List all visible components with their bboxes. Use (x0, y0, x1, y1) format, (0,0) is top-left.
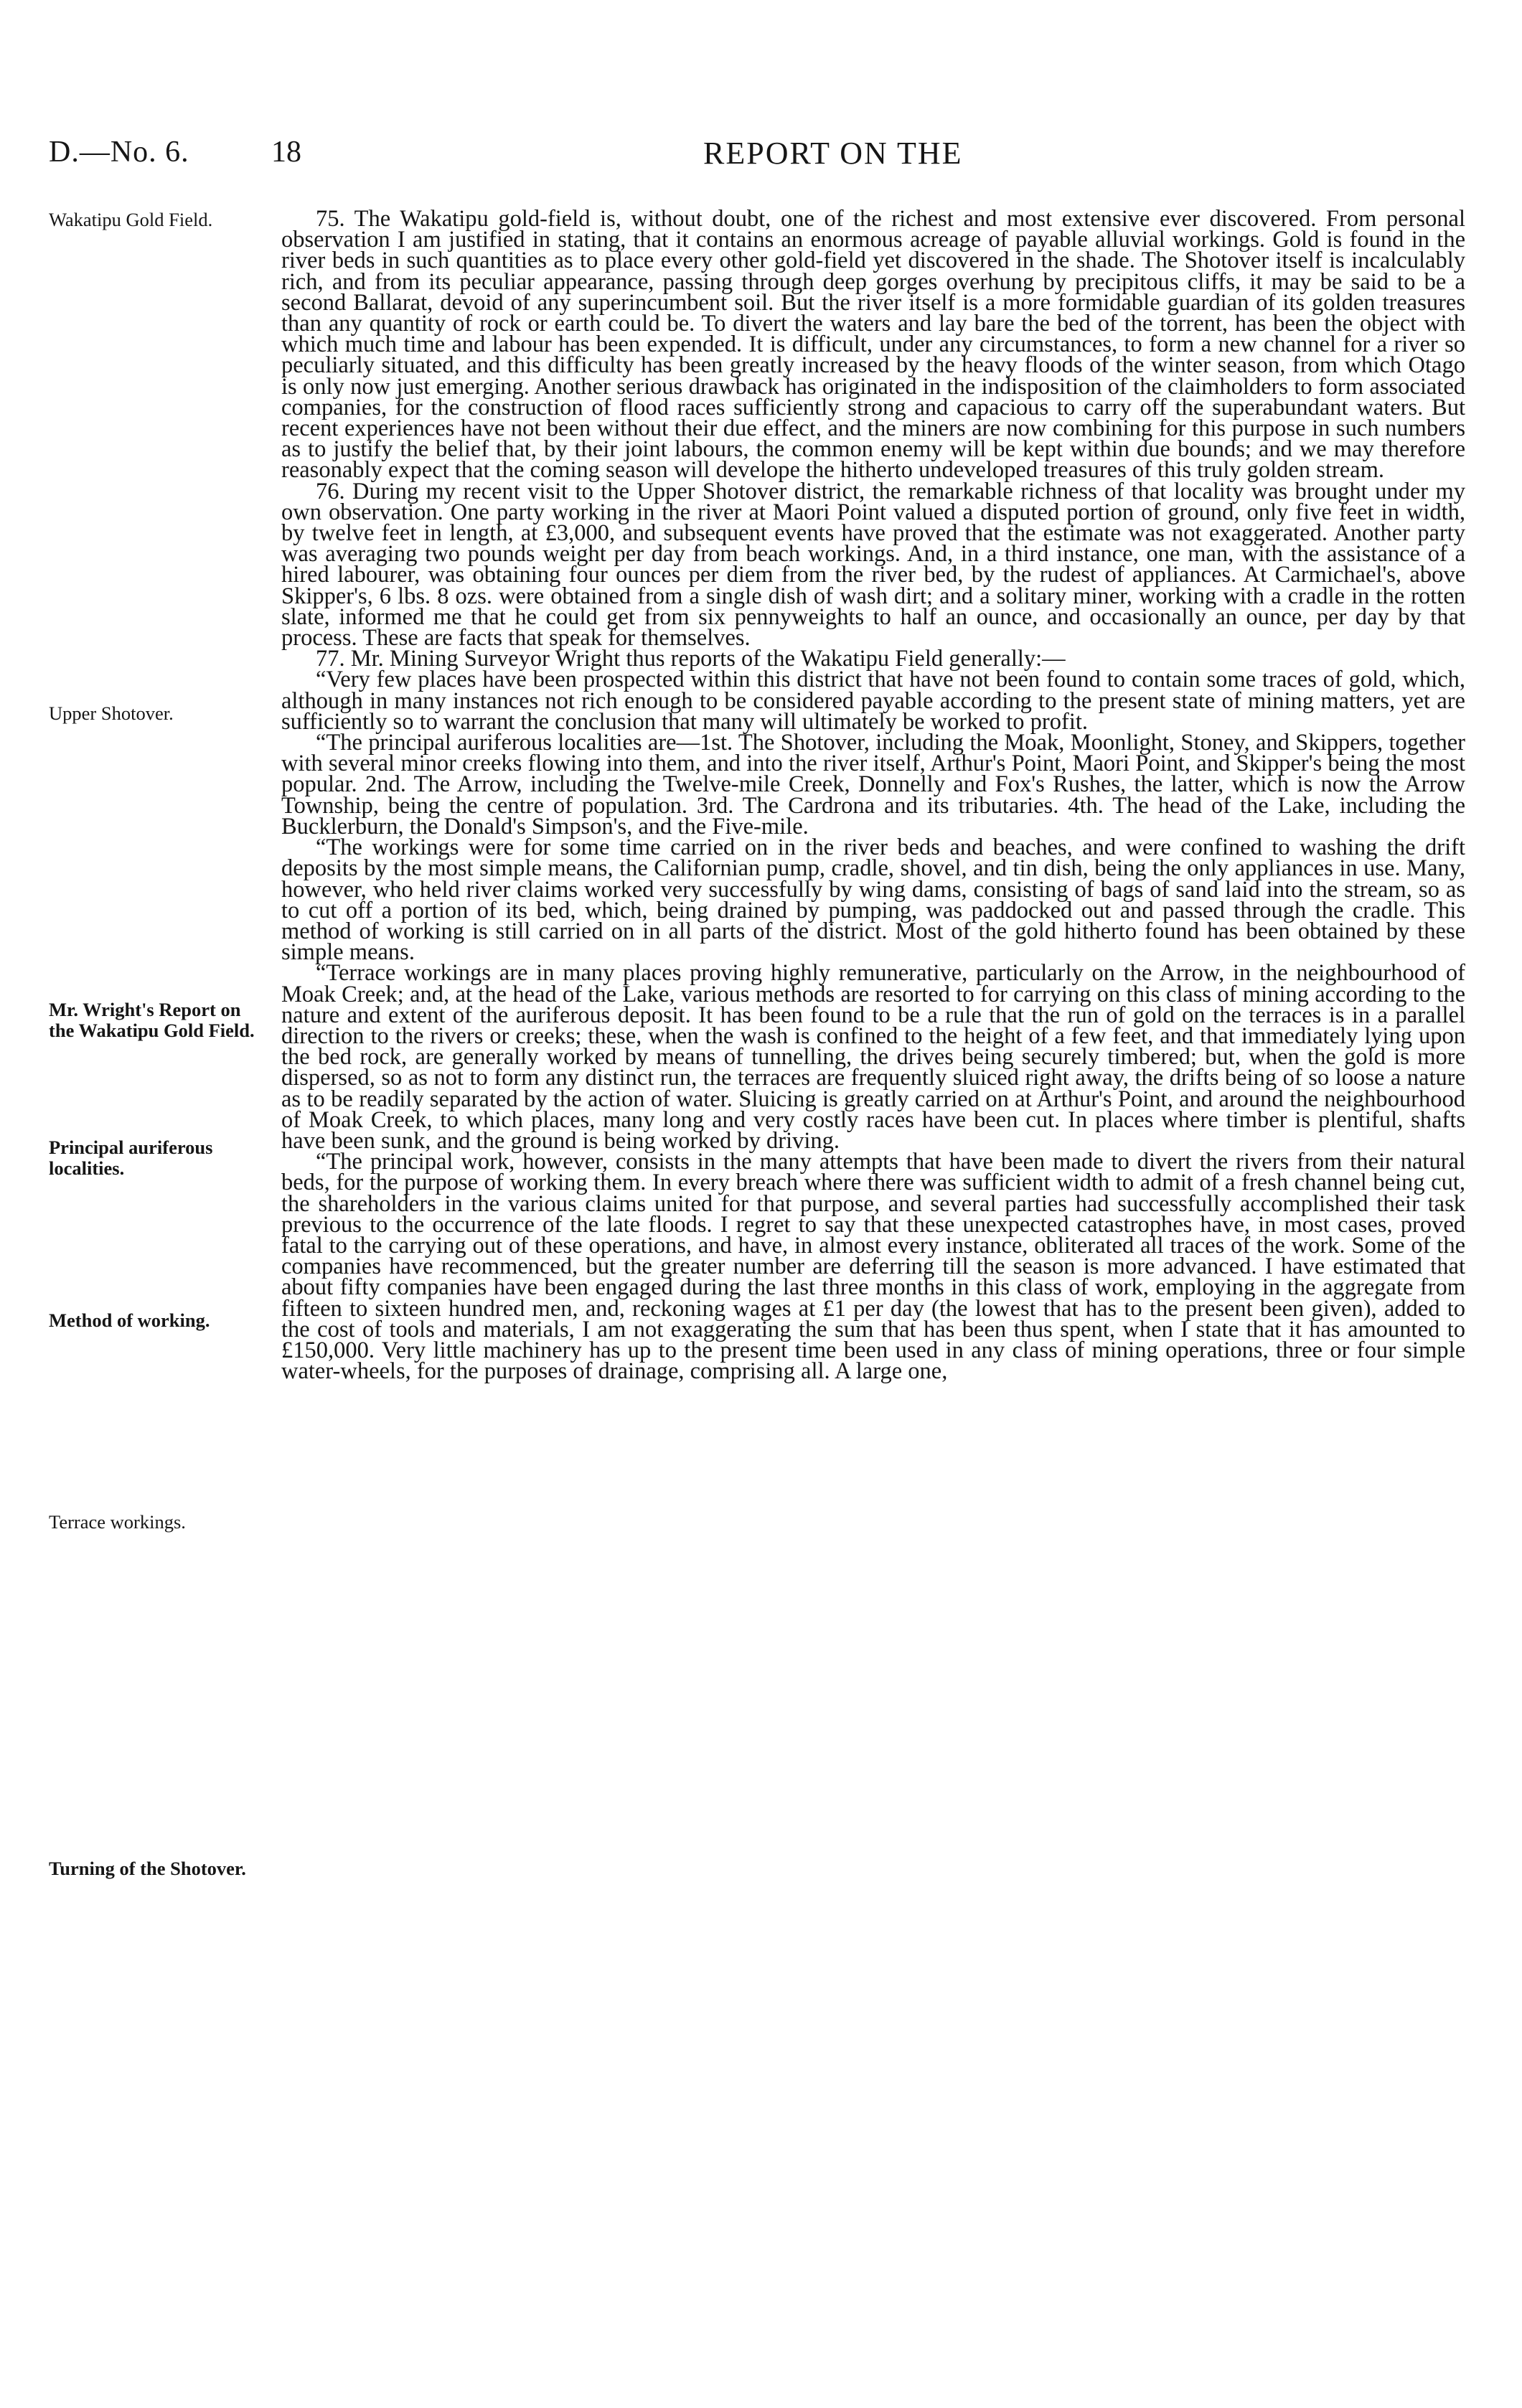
paragraph-quote-prospecting: “Very few places have been prospected within this district that have not been found to contain some traces of gold, which, although in many instances not rich enough to be considered payable according to the present state of mining matters, yet are sufficiently so to warrant the conclusion that many will ultimately be worked to profit. (281, 667, 1465, 735)
paragraph-75: 75. The Wakatipu gold-field is, without doubt, one of the richest and most extensive ever discovered. From personal observation I am justified in stating, that it contains an enormous acreage of payable alluvial workings. Gold is found in the river beds in such quantities as to place every other gold-field yet discovered in the shade. The Shotover itself is incalculably rich, and from its peculiar appearance, passing through deep gorges overhung by precipitous cliffs, it may be said to be a second Ballarat, devoid of any superincumbent soil. But the river itself is a more formidable guardian of its golden treasures than any quantity of rock or earth could be. To divert the waters and lay bare the bed of the torrent, has been the object with which much time and labour has been expended. It is difficult, under any circumstances, to form a new channel for a river so peculiarly situated, and this difficulty has been greatly increased by the heavy floods of the winter season, from which Otago is only now just emerging. Another serious drawback has originated in the indisposition of the claimholders to form associated companies, for the construction of flood races sufficiently strong and capacious to carry off the superabundant waters. But recent experiences have not been without their due effect, and the miners are now combining for this purpose in such numbers as to justify the belief that, by their joint labours, the common enemy will be kept within due bounds; and we may therefore reasonably expect that the coming season will develope the hitherto undeveloped treasures of this truly golden stream. (281, 206, 1465, 484)
page-number: 18 (271, 136, 301, 169)
paragraph-76: 76. During my recent visit to the Upper Shotover district, the remarkable richness of that locality was brought under my own observation. One party working in the river at Maori Point valued a disputed portion of ground, only five feet in width, by twelve feet in length, at £3,000, and subsequent events have proved that the estimate was not exaggerated. Another party was averaging two pounds weight per day from beach workings. And, in a third instance, one man, with the assistance of a hired labourer, was obtaining four ounces per diem from the river bed, by the rudest of appliances. At Carmichael's, above Skipper's, 6 lbs. 8 ozs. were obtained from a single dish of wash dirt; and a solitary miner, working with a cradle in the rotten slate, informed me that he could get from six pennyweights to half an ounce, and occasionally an ounce, per day by that process. These are facts that speak for themselves. (281, 478, 1465, 652)
paragraph-77: 77. Mr. Mining Surveyor Wright thus reports of the Wakatipu Field generally:— (316, 646, 1066, 672)
paragraph-quote-diversion: “The principal work, however, consists in the many attempts that have been made to divert the rivers from their natural beds, for the purpose of working them. In every breach where there was sufficient width to admit of a fresh channel being cut, the shareholders in the various claims united for that purpose, and several parties had successfully accomplished their task previous to the occurrence of the late floods. I regret to say that these unexpected catastrophes have, in most cases, proved fatal to the carrying out of these operations, and have, in almost every instance, obliterated all traces of the work. Some of the companies have recommenced, but the greater number are deferring till the season is more advanced. I have estimated that about fifty companies have been engaged during the last three months in this class of work, employing in the aggregate from fifteen to sixteen hundred men, and, reckoning wages at £1 per day (the lowest that has to the present been given), added to the cost of tools and materials, I am not exaggerating the sum that has been thus spent, when I state that it has amounted to £150,000. Very little machinery has up to the present time been used in any class of mining operations, three or four simple water-wheels, for the purposes of drainage, comprising all. A large one, (281, 1149, 1465, 1385)
running-title: REPORT ON THE (703, 136, 963, 171)
body-text (281, 206, 1465, 1385)
margin-note-principal-localities: Principal auriferous localities. (49, 1137, 213, 1179)
paragraph-quote-terrace: “Terrace workings are in many places proving highly remunerative, particularly on the Arrow, in the neighbourhood of Moak Creek; and, at the head of the Lake, various methods are resorted to for carrying on this class of mining according to the nature and extent of the auriferous deposit. It has been found to be a rule that the run of gold on the terraces is in a parallel direction to the rivers or creeks; these, when the wash is confined to the height of a few feet, and that immediately lying upon the bed rock, are generally worked by means of tunnelling, the drives being securely timbered; but, when the gold is more dispersed, so as not to form any distinct run, the terraces are frequently sluiced right away, the drifts being of so loose a nature as to be readily separated by the action of water. Sluicing is greatly carried on at Arthur's Point, and around the neighbourhood of Moak Creek, to which places, many long and very costly races have been cut. In places where timber is plentiful, shafts have been sunk, and the ground is being worked by driving. (281, 960, 1465, 1154)
margin-note-turning-shotover: Turning of the Shotover. (49, 1858, 246, 1879)
margin-note-wright-report: Mr. Wright's Report on the Wakatipu Gold Field. (49, 999, 255, 1041)
margin-note-wakatipu-gold-field: Wakatipu Gold Field. (49, 209, 213, 230)
margin-note-method-of-working: Method of working. (49, 1309, 210, 1331)
document-reference: D.—No. 6. (49, 136, 189, 169)
paragraph-quote-localities: “The principal auriferous localities are—1st. The Shotover, including the Moak, Moonlight, Stoney, and Skippers, together with several minor creeks flowing into them, and into the river itself, Arthur's Point, Maori Point, and Skipper's being the most popular. 2nd. The Arrow, including the Twelve-mile Creek, Donnelly and Fox's Rushes, the latter, which is now the Arrow Township, being the centre of population. 3rd. The Cardrona and its tributaries. 4th. The head of the Lake, including the Bucklerburn, the Donald's Simpson's, and the Five-mile. (281, 730, 1465, 839)
paragraph-quote-workings: “The workings were for some time carried on in the river beds and beaches, and were confined to washing the drift deposits by the most simple means, the Californian pump, cradle, shovel, and tin dish, being the only appliances in use. Many, however, who held river claims worked very successfully by wing dams, consisting of bags of sand laid into the stream, so as to cut off a portion of its bed, which, being drained by pumping, was paddocked out and passed through the cradle. This method of working is still carried on in all parts of the district. Most of the gold hitherto found has been obtained by these simple means. (281, 834, 1465, 966)
margin-note-upper-shotover: Upper Shotover. (49, 702, 174, 724)
margin-note-terrace-workings: Terrace workings. (49, 1511, 186, 1533)
